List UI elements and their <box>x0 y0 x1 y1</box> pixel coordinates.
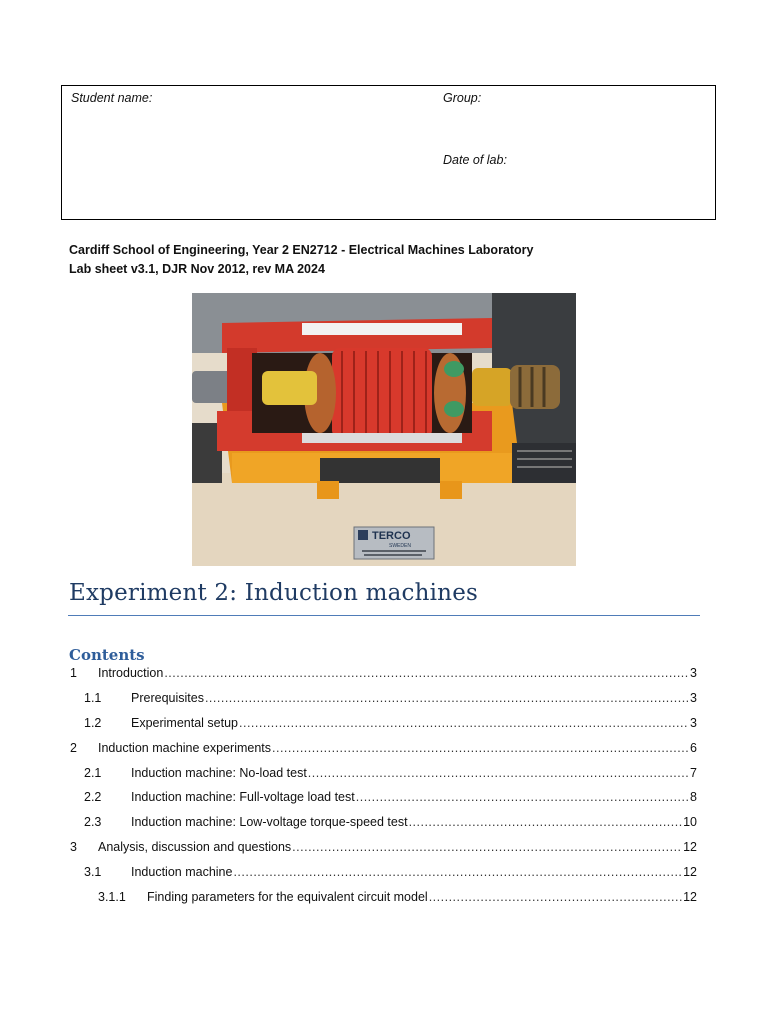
toc-number: 3 <box>70 840 77 854</box>
toc-text: Induction machine: Full-voltage load test <box>131 790 355 804</box>
toc-number: 2.2 <box>84 790 102 804</box>
toc-leader-dots <box>409 815 683 829</box>
toc-line <box>131 790 697 804</box>
nameplate-brand: TERCO <box>372 530 411 542</box>
toc-number: 3.1 <box>84 865 102 879</box>
group-label: Group: <box>443 91 482 105</box>
toc-number: 1.2 <box>84 716 102 730</box>
toc-entry[interactable] <box>0 840 768 858</box>
toc-text: Finding parameters for the equivalent circuit model <box>147 890 428 904</box>
toc-leader-dots <box>205 691 689 705</box>
toc-text: Analysis, discussion and questions <box>98 840 292 854</box>
toc-entry[interactable] <box>0 691 768 709</box>
toc-page-number: 7 <box>690 766 697 780</box>
toc-leader-dots <box>233 865 682 879</box>
toc-leader-dots <box>164 666 689 680</box>
toc-page-number: 8 <box>690 790 697 804</box>
toc-line <box>98 741 697 755</box>
toc-entry[interactable] <box>0 890 768 908</box>
toc-entry[interactable] <box>0 815 768 833</box>
toc-entry[interactable] <box>0 766 768 784</box>
student-info-box <box>61 85 716 220</box>
toc-leader-dots <box>308 766 689 780</box>
toc-leader-dots <box>239 716 689 730</box>
toc-number: 2 <box>70 741 77 755</box>
toc-line <box>131 865 697 879</box>
toc-line <box>147 890 697 904</box>
date-of-lab-label: Date of lab: <box>443 153 507 167</box>
toc-line <box>131 691 697 705</box>
toc-line <box>98 666 697 680</box>
toc-entry[interactable] <box>0 741 768 759</box>
toc-line <box>131 766 697 780</box>
induction-machine-photo <box>192 293 576 566</box>
toc-page-number: 3 <box>690 666 697 680</box>
toc-entry[interactable] <box>0 865 768 883</box>
student-name-label: Student name: <box>71 91 153 105</box>
toc-leader-dots <box>272 741 689 755</box>
toc-page-number: 12 <box>683 840 697 854</box>
toc-entry[interactable] <box>0 666 768 684</box>
toc-text: Induction machine: No-load test <box>131 766 307 780</box>
toc-page-number: 3 <box>690 691 697 705</box>
toc-page-number: 12 <box>683 890 697 904</box>
toc-leader-dots <box>429 890 682 904</box>
toc-text: Prerequisites <box>131 691 204 705</box>
toc-entry[interactable] <box>0 790 768 808</box>
toc-number: 1.1 <box>84 691 102 705</box>
toc-entry[interactable] <box>0 716 768 734</box>
toc-text: Experimental setup <box>131 716 239 730</box>
toc-text: Induction machine <box>131 865 233 879</box>
toc-leader-dots <box>292 840 682 854</box>
toc-text: Induction machine: Low-voltage torque-speed test <box>131 815 408 829</box>
toc-line <box>98 840 697 854</box>
toc-text: Induction machine experiments <box>98 741 272 755</box>
lab-sheet-version: Lab sheet v3.1, DJR Nov 2012, rev MA 2024 <box>69 262 325 276</box>
document-title: Experiment 2: Induction machines <box>69 580 479 606</box>
toc-page-number: 3 <box>690 716 697 730</box>
toc-number: 2.1 <box>84 766 102 780</box>
nameplate-sub: SWEDEN <box>389 543 411 549</box>
toc-page-number: 10 <box>683 815 697 829</box>
toc-line <box>131 815 697 829</box>
toc-number: 2.3 <box>84 815 102 829</box>
contents-heading: Contents <box>69 646 145 664</box>
toc-number: 1 <box>70 666 77 680</box>
course-heading: Cardiff School of Engineering, Year 2 EN2712 - Electrical Machines Laboratory <box>69 243 534 257</box>
toc-line <box>131 716 697 730</box>
toc-page-number: 12 <box>683 865 697 879</box>
machine-illustration <box>192 293 576 566</box>
title-underline <box>68 615 700 616</box>
toc-number: 3.1.1 <box>98 890 126 904</box>
toc-leader-dots <box>356 790 689 804</box>
toc-text: Introduction <box>98 666 164 680</box>
toc-page-number: 6 <box>690 741 697 755</box>
